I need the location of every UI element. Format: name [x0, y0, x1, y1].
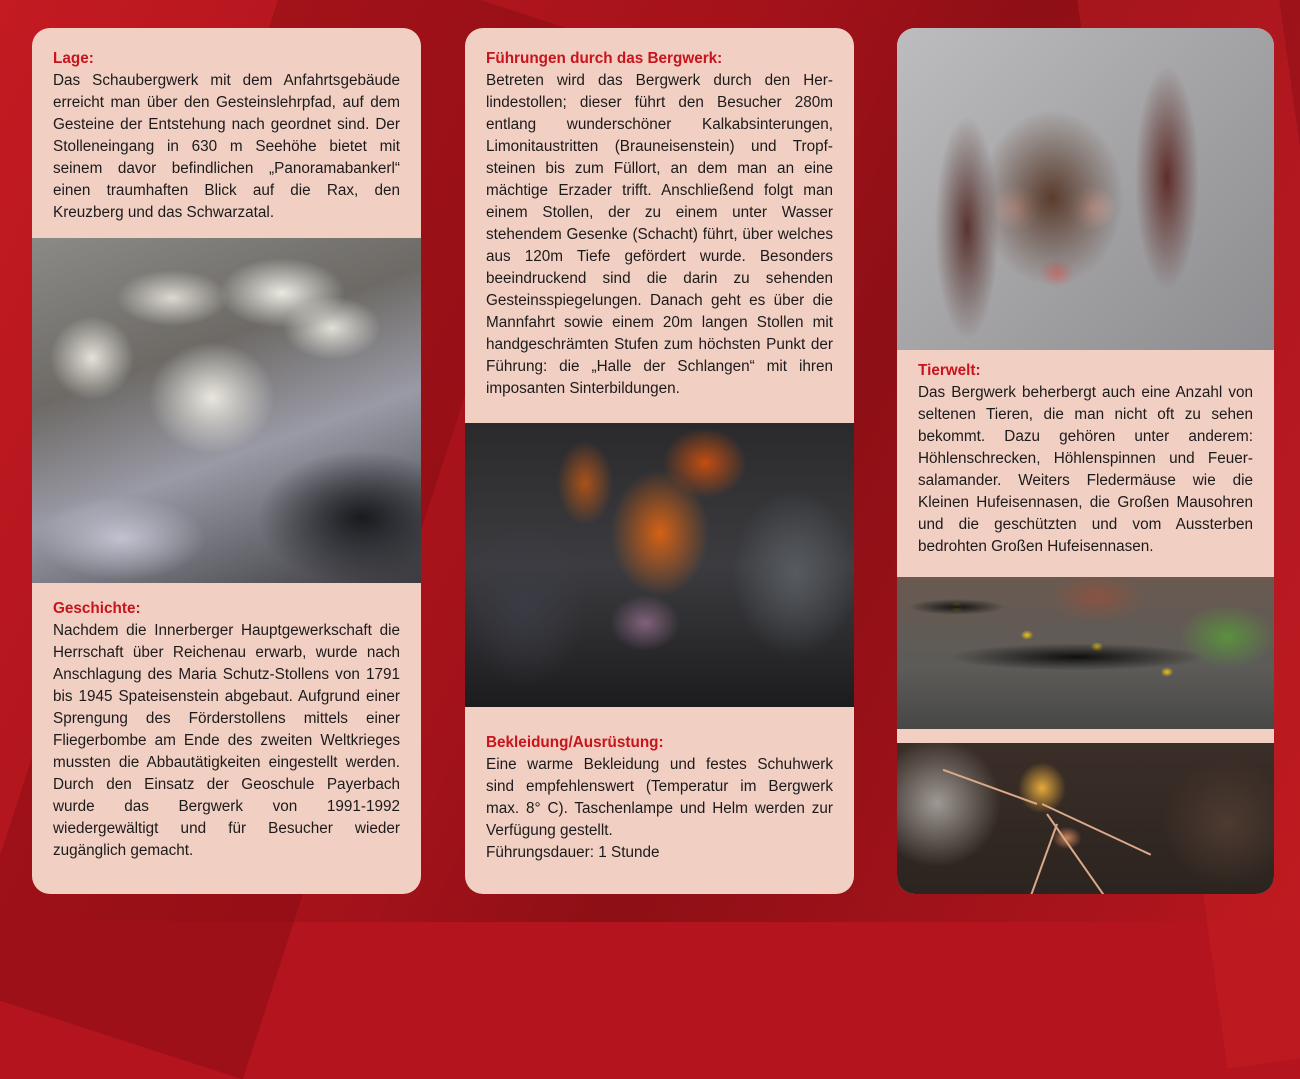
photo-mineral-wall — [465, 423, 854, 707]
section-geschichte — [53, 598, 400, 862]
heading-tierwelt: Tierwelt: — [918, 362, 981, 379]
heading-lage: Lage: — [53, 50, 94, 67]
section-fuehrungen — [486, 48, 833, 400]
panel-middle — [465, 28, 854, 894]
photo-cave-crystals — [32, 238, 421, 583]
section-tierwelt — [918, 360, 1253, 558]
heading-fuehrungen: Führungen durch das Bergwerk: — [486, 50, 723, 67]
text-lage: Das Schaubergwerk mit dem Anfahrtsgebäude erreicht man über den Gesteinslehrpfad, auf dem Gesteine der Entstehung nach geordnet sind. Der Stolleneingang in 630 m Seehöhe bietet mit seinem davor befindlichen „Panoramabankerl“ einen traumhaften Blick auf die Rax, den Kreuzberg und das Schwarzatal. — [53, 72, 400, 221]
section-lage — [53, 48, 400, 224]
photo-spider — [897, 743, 1274, 894]
panel-right — [897, 28, 1274, 894]
spider-leg — [943, 769, 1038, 805]
section-bekleidung — [486, 732, 833, 864]
spider-leg — [1018, 824, 1058, 894]
text-fuehrungen: Betreten wird das Bergwerk durch den Herlindestollen; dieser führt den Besucher 280m entlang wunderschöner Kalkabsinterungen, Limonitaustritten (Brauneisenstein) und Tropfsteinen bis zum Füllort, an dem man an eine mächtige Erzader trifft. Anschließend folgt man einem Stollen, der zu einem unter Wasser stehendem Gesenke (Schacht) führt, über welches aus 120m Tiefe gefördert wurde. Besonders beeindruckend sind die darin zu sehenden Gesteinsspiegelungen. Danach geht es über die Mannfahrt sowie einem 20m langen Stollen mit handgeschrämten Stufen zum höchsten Punkt der Führung: die „Halle der Schlangen“ mit ihren imposanten Sinterbildungen. — [486, 72, 833, 397]
panel-left — [32, 28, 421, 894]
heading-bekleidung: Bekleidung/Ausrüstung: — [486, 734, 664, 751]
photo-salamander — [897, 577, 1274, 729]
text-fuehrungsdauer: Führungsdauer: 1 Stunde — [486, 844, 660, 861]
text-tierwelt: Das Bergwerk beherbergt auch eine Anzahl von seltenen Tieren, die man nicht oft zu sehen bekommt. Dazu gehören unter anderem: Höhlenschrecken, Höhlenspinnen und Feuersalamander. Weiters Fledermäuse wie die Kleinen Hufeisennasen, die Großen Mausohren und die geschützten und vom Aussterben bedrohten Großen Hufeisennasen. — [918, 384, 1253, 555]
heading-geschichte: Geschichte: — [53, 600, 141, 617]
text-geschichte: Nachdem die Innerberger Hauptgewerkschaft die Herrschaft über Reichenau erwarb, wurde nach Anschlagung des Maria Schutz-Stollens von 1791 bis 1945 Spateisenstein abgebaut. Aufgrund einer Sprengung des Förderstollens mittels einer Fliegerbombe am Ende des zweiten Weltkrieges mussten die Abbautätigkeiten eingestellt werden. Durch den Einsatz der Geoschule Payerbach wurde das Bergwerk von 1991-1992 wiedergewältigt und für Besucher wieder zugänglich gemacht. — [53, 622, 400, 859]
photo-bat — [897, 28, 1274, 350]
text-bekleidung: Eine warme Bekleidung und festes Schuhwerk sind empfehlenswert (Temperatur im Bergwerk max. 8° C). Taschenlampe und Helm werden zur Verfügung gestellt. — [486, 756, 833, 839]
